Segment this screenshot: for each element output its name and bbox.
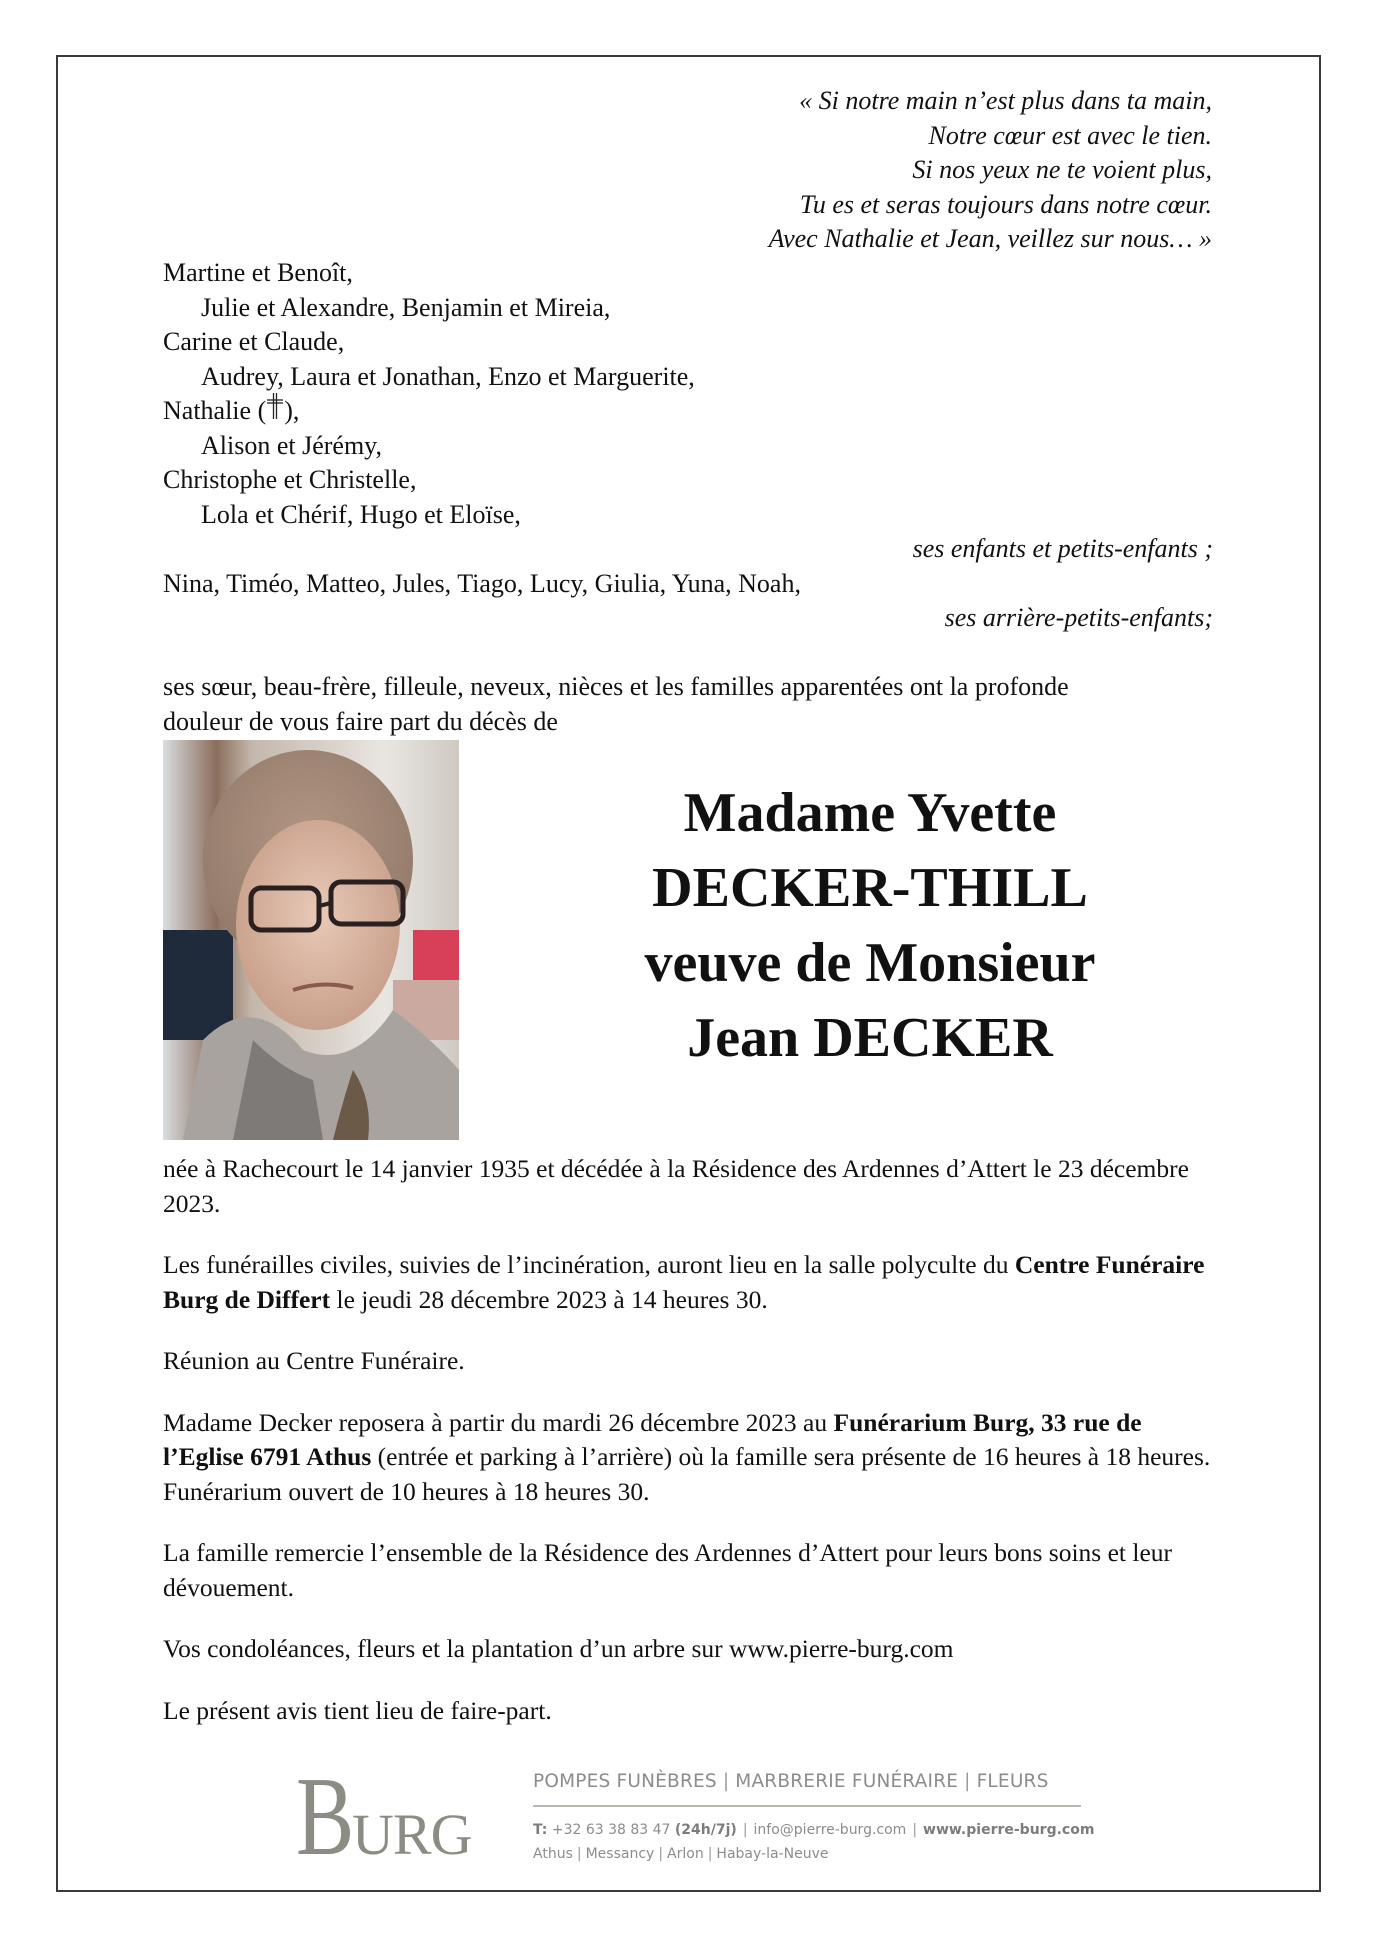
epitaph-quote	[312, 84, 1212, 257]
footer-info	[533, 1770, 1095, 1864]
child-name: Martine et Benoît,	[163, 258, 353, 287]
condolences-paragraph: Vos condoléances, fleurs et la plantation d’un arbre sur www.pierre-burg.com	[163, 1634, 954, 1663]
announcement-line: ses sœur, beau-frère, filleule, neveux, nièces et les familles apparentées ont la profonde	[163, 672, 1069, 701]
family-list	[163, 256, 1213, 636]
separator: |	[576, 1846, 582, 1862]
great-grandchildren-names: Nina, Timéo, Matteo, Jules, Tiago, Lucy, Giulia, Yuna, Noah,	[163, 568, 801, 598]
quote-line: Avec Nathalie et Jean, veillez sur nous… »	[768, 224, 1212, 253]
grandchildren-names: Julie et Alexandre, Benjamin et Mireia,	[201, 292, 611, 322]
service-item: POMPES FUNÈBRES	[533, 1771, 717, 1792]
child-name: Christophe et Christelle,	[163, 465, 417, 494]
notice-paragraph: Le présent avis tient lieu de faire-part.	[163, 1695, 552, 1725]
repose-hours: (entrée et parking à l’arrière) où la famille sera présente de 16 heures à 18 heures. Funérarium ouvert de 10 heures à 18 heures 30.	[163, 1442, 1211, 1506]
birth-death-paragraph: née à Rachecourt le 14 janvier 1935 et décédée à la Résidence des Ardennes d’Attert le 23 décembre 2023.	[163, 1154, 1189, 1218]
child-name-prefix: Nathalie (	[163, 396, 267, 425]
cross-icon	[266, 397, 284, 421]
repose-text: Madame Decker reposera à partir du mardi 26 décembre 2023 au	[163, 1407, 834, 1437]
phone-label: T:	[533, 1822, 548, 1838]
grandchildren-names: Lola et Chérif, Hugo et Eloïse,	[201, 499, 521, 529]
spouse-line: veuve de Monsieur	[644, 932, 1096, 994]
quote-line: Notre cœur est avec le tien.	[928, 120, 1212, 150]
quote-line: Tu es et seras toujours dans notre cœur.	[799, 189, 1212, 219]
separator: |	[742, 1822, 748, 1838]
announcement	[163, 670, 1223, 739]
quote-line: Si nos yeux ne te voient plus,	[912, 155, 1212, 184]
city: Habay-la-Neuve	[716, 1846, 829, 1862]
thanks-paragraph: La famille remercie l’ensemble de la Résidence des Ardennes d’Attert pour leurs bons soins et leur dévouement.	[163, 1538, 1173, 1602]
deceased-name-block	[560, 776, 1180, 1076]
burg-logo-icon	[296, 1770, 486, 1860]
service-item: MARBRERIE FUNÉRAIRE	[735, 1771, 959, 1792]
funeral-datetime: le jeudi 28 décembre 2023 à 14 heures 30.	[330, 1284, 768, 1314]
child-name: Carine et Claude,	[163, 327, 345, 356]
funeral-text: Les funérailles civiles, suivies de l’incinération, auront lieu en la salle polyculte du	[163, 1250, 1015, 1279]
burg-logo	[296, 1770, 486, 1860]
city: Messancy	[585, 1846, 655, 1862]
phone-hours: (24h/7j)	[674, 1822, 737, 1838]
cities-line	[533, 1844, 1081, 1864]
separator: |	[912, 1822, 918, 1838]
contact-line	[533, 1820, 1095, 1840]
funeral-venue: Centre Funéraire Burg de Differt	[163, 1250, 1205, 1314]
footer-divider	[533, 1805, 1081, 1807]
service-item: FLEURS	[976, 1771, 1049, 1792]
portrait-image	[163, 740, 459, 1140]
deceased-name-line: Madame Yvette	[683, 782, 1057, 844]
child-name-deceased	[163, 394, 1213, 429]
services-list	[533, 1770, 1081, 1794]
separator: |	[707, 1846, 713, 1862]
logo-urg: URG	[352, 1802, 472, 1860]
separator: |	[658, 1846, 664, 1862]
children-role-label: ses enfants et petits-enfants ;	[912, 534, 1213, 563]
reunion-paragraph: Réunion au Centre Funéraire.	[163, 1346, 465, 1375]
separator: |	[964, 1771, 971, 1792]
notice-body	[163, 1152, 1223, 1755]
logo-b: B	[296, 1770, 355, 1860]
deceased-name-line: DECKER-THILL	[652, 857, 1088, 919]
quote-line: « Si notre main n’est plus dans ta main,	[799, 86, 1212, 115]
email-link[interactable]: info@pierre-burg.com	[753, 1822, 907, 1838]
deceased-photo	[163, 740, 459, 1140]
city: Athus	[533, 1846, 573, 1862]
city: Arlon	[667, 1846, 704, 1862]
announcement-line: douleur de vous faire part du décès de	[163, 706, 558, 736]
child-name-suffix: ),	[284, 396, 300, 425]
great-grandchildren-role-label: ses arrière-petits-enfants;	[944, 603, 1213, 632]
spouse-name-line: Jean DECKER	[687, 1007, 1053, 1069]
website-link[interactable]: www.pierre-burg.com	[923, 1822, 1095, 1838]
grandchildren-names: Audrey, Laura et Jonathan, Enzo et Marguerite,	[201, 361, 695, 391]
grandchildren-names: Alison et Jérémy,	[201, 430, 382, 460]
funerarium-address: Funérarium Burg, 33 rue de l’Eglise 6791 Athus	[163, 1407, 1142, 1471]
phone-number[interactable]: +32 63 38 83 47	[551, 1822, 671, 1838]
repose-paragraph	[163, 1406, 1223, 1510]
funeral-paragraph	[163, 1248, 1223, 1317]
separator: |	[722, 1771, 730, 1792]
